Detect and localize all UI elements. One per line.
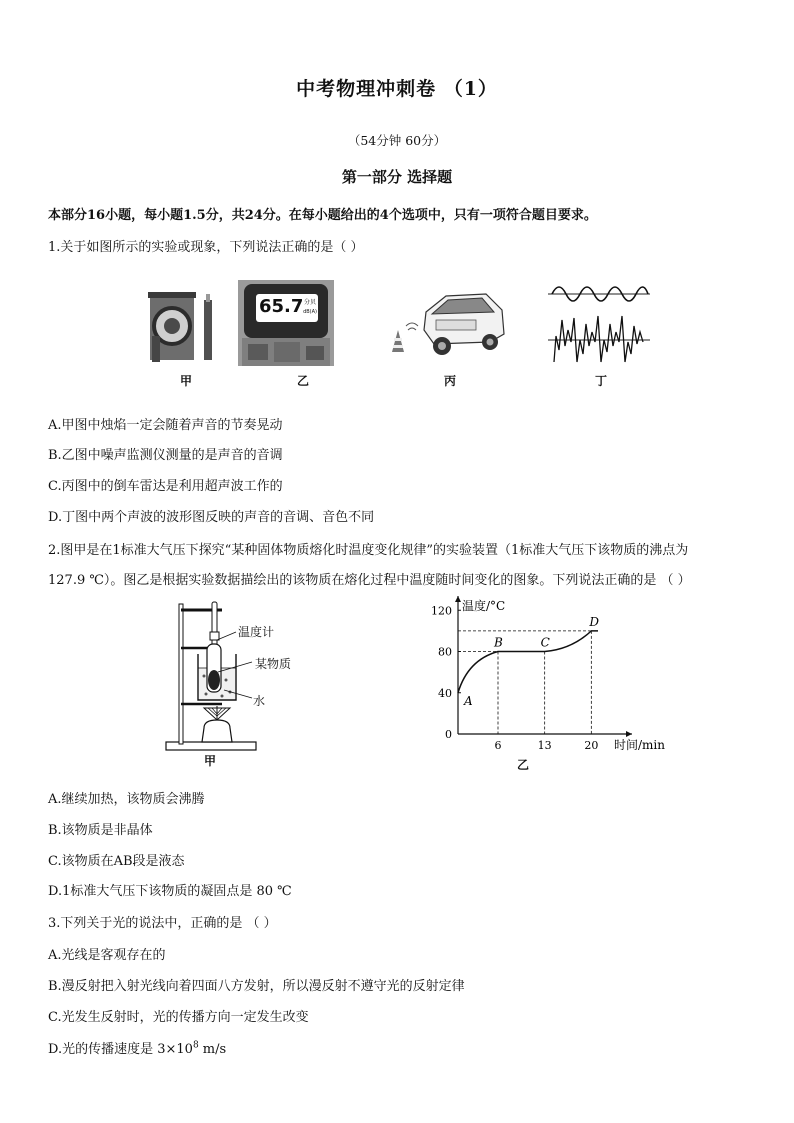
q1-option-a: A.甲图中烛焰一定会随着声音的节奏晃动 <box>48 418 283 433</box>
y-tick-label: 0 <box>445 728 452 741</box>
label-water: 水 <box>253 694 266 708</box>
meter-display <box>256 294 318 322</box>
q2-apparatus-figure <box>160 596 280 754</box>
complex-waveform <box>554 316 643 362</box>
stand-rod <box>179 604 183 744</box>
point-label-A: A <box>464 693 473 708</box>
point-label-B: B <box>494 635 503 650</box>
q1-stem: 1.关于如图所示的实验或现象，下列说法正确的是（ ） <box>48 240 364 255</box>
x-tick-label: 20 <box>584 739 599 752</box>
q2-label-jia: 甲 <box>204 754 217 768</box>
label-substance: 某物质 <box>255 657 292 671</box>
q2-option-a: A.继续加热，该物质会沸腾 <box>48 792 205 807</box>
page-title: 中考物理冲刺卷 （1） <box>296 78 498 100</box>
q1-option-d: D.丁图中两个声波的波形图反映的声音的音调、音色不同 <box>48 510 375 525</box>
exam-duration: （54分钟 60分） <box>347 133 447 148</box>
q2-label-yi: 乙 <box>517 758 530 772</box>
q1-label-bing: 丙 <box>444 374 457 388</box>
x-axis-arrow <box>626 731 632 737</box>
q1-figure-yi <box>238 280 334 366</box>
section-title: 第一部分 选择题 <box>341 168 453 186</box>
noise-meter-photo <box>238 280 334 366</box>
q1-figure-ding <box>548 280 650 370</box>
q1-figure-jia <box>148 284 220 366</box>
alcohol-burner <box>202 720 232 742</box>
meter-unit-bottom: dB(A) <box>303 309 317 315</box>
q2-stem-line1: 2.图甲是在1标准大气压下探究“某种固体物质熔化时温度变化规律”的实验装置（1标准大气压下该物质的沸点为 <box>48 543 689 558</box>
y-axis-arrow <box>455 596 461 602</box>
point-label-D: D <box>589 614 599 629</box>
q2-stem-line2: 127.9 ℃）。图乙是根据实验数据描绘出的该物质在熔化过程中温度随时间变化的图象。下列说法正确的是 （ ） <box>48 573 691 588</box>
q2-option-c: C.该物质在AB段是液态 <box>48 854 185 869</box>
q1-option-b: B.乙图中噪声监测仪测量的是声音的音调 <box>48 448 283 463</box>
meter-unit-top: 分贝 <box>303 299 316 306</box>
q2-option-b: B.该物质是非晶体 <box>48 823 153 838</box>
y-axis-label: 温度/°C <box>462 599 506 613</box>
q1-option-c: C.丙图中的倒车雷达是利用超声波工作的 <box>48 479 283 494</box>
x-tick-label: 6 <box>494 739 502 752</box>
q3-option-c: C.光发生反射时，光的传播方向一定发生改变 <box>48 1010 309 1025</box>
x-tick-label: 13 <box>537 739 552 752</box>
label-thermometer: 温度计 <box>238 625 275 639</box>
q1-label-yi: 乙 <box>297 374 310 388</box>
meter-reading: 65.7 <box>259 296 304 317</box>
q3-option-d-text: D.光的传播速度是 3×10 <box>48 1042 193 1057</box>
y-tick-label: 40 <box>438 686 452 700</box>
q2-option-d: D.1标准大气压下该物质的凝固点是 80 ℃ <box>48 884 292 899</box>
y-tick-label: 80 <box>438 645 452 659</box>
q3-option-b: B.漫反射把入射光线向着四面八方发射，所以漫反射不遵守光的反射定律 <box>48 979 465 994</box>
instructions: 本部分16小题，每小题1.5分，共24分。在每小题给出的4个选项中，只有一项符合题目要求。 <box>48 208 597 223</box>
q1-label-jia: 甲 <box>180 374 193 388</box>
q2-temperature-chart <box>420 596 665 756</box>
q3-stem: 3.下列关于光的说法中，正确的是 （ ） <box>48 916 277 931</box>
q1-label-ding: 丁 <box>595 374 608 388</box>
q3-option-d-unit: m/s <box>198 1042 227 1057</box>
x-axis-label: 时间/min <box>614 738 665 752</box>
q3-option-d <box>48 1038 226 1057</box>
q3-option-d-exponent: 8 <box>192 1040 199 1051</box>
point-label-C: C <box>540 635 550 650</box>
temperature-curve <box>458 631 598 693</box>
q3-option-a: A.光线是客观存在的 <box>48 948 166 963</box>
y-tick-label: 120 <box>431 604 452 618</box>
q1-figure-bing <box>390 290 506 364</box>
